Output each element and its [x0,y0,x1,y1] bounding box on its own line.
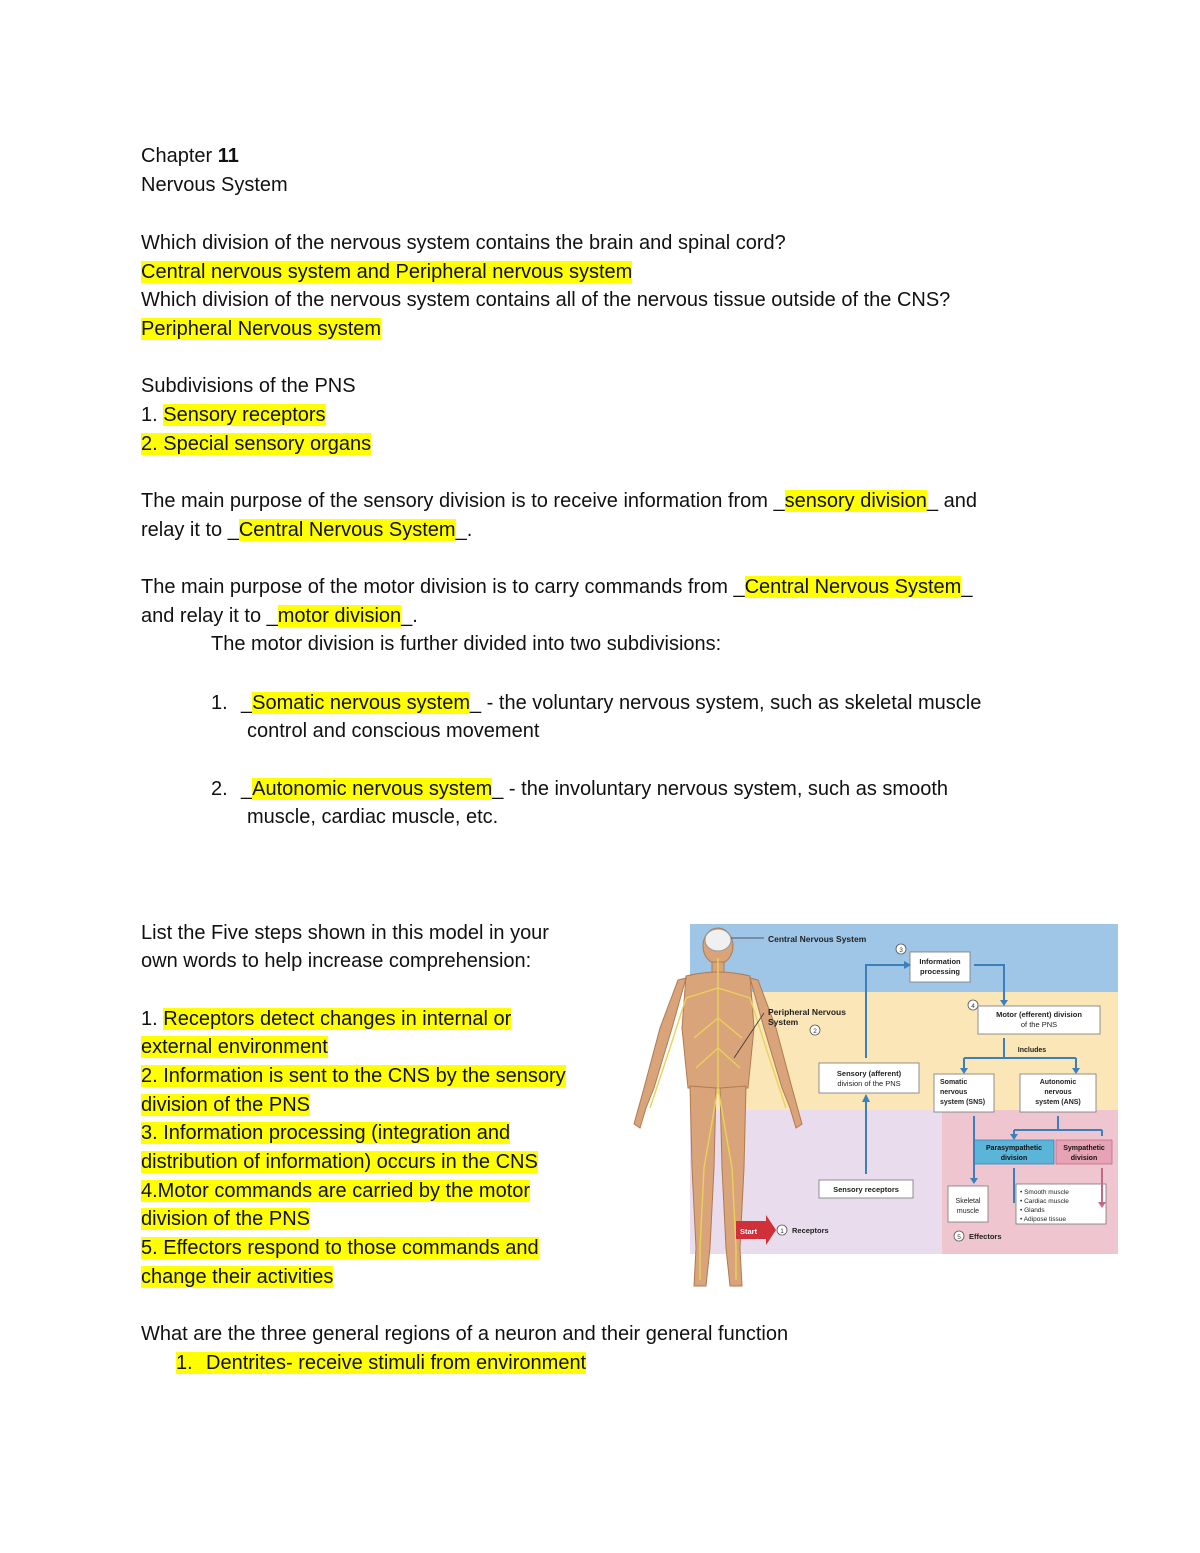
pns-item-text: Sensory receptors [163,404,326,426]
steps-prompt-1: List the Five steps shown in this model in your [141,922,549,944]
effector-target-4: • Adipose tissue [1020,1216,1066,1223]
list-number: 2. [211,778,228,800]
step-text: distribution of information) occurs in the CNS [141,1151,538,1173]
step-line [141,1033,328,1062]
chapter-word: Chapter [141,145,213,167]
step-number: 1. [141,1008,158,1030]
brain-icon [705,929,731,951]
chapter-heading [141,142,239,171]
pns-item-text: Special sensory organs [163,433,372,455]
step-line [141,1263,333,1292]
step-line [141,1091,310,1120]
answer-1: Central nervous system and Peripheral nervous system [141,261,633,283]
motor-text: The main purpose of the motor division is to carry commands from _ [141,576,745,598]
effector-target-3: • Glands [1020,1207,1045,1214]
includes-label: Includes [1017,1047,1047,1054]
skeletal-label-2: muscle [956,1208,980,1215]
step-text: 5. Effectors respond to those commands and [141,1237,539,1259]
step-line [141,1062,566,1091]
sensory-blank-1: sensory division [784,490,927,512]
sensory-line-2 [141,516,472,545]
receptors-label: Receptors [792,1226,829,1235]
sensory-receptors-label: Sensory receptors [833,1185,899,1194]
sympathetic-label-1: Sympathetic [1063,1145,1105,1152]
step-line [141,1148,538,1177]
effector-target-1: • Smooth muscle [1020,1189,1069,1196]
subject-title: Nervous System [141,174,288,196]
parasympathetic-label-1: Parasympathetic [985,1145,1043,1152]
step-text: 4.Motor commands are carried by the motor [141,1180,531,1202]
answer-2: Peripheral Nervous system [141,318,382,340]
pns-item-number: 2. [141,433,158,455]
step-text: change their activities [141,1266,334,1288]
somatic-desc-cont: control and conscious movement [247,720,540,742]
skeletal-label-1: Skeletal [955,1198,981,1205]
autonomic-desc-cont: muscle, cardiac muscle, etc. [247,806,499,828]
blank-post: _ [492,778,504,800]
step-4-number: 4 [971,1003,975,1010]
sensory-division-box [819,1063,919,1093]
step-text: Receptors detect changes in internal or [163,1008,512,1030]
step-3-number: 3 [899,947,903,954]
step-line [141,1234,539,1263]
sensory-division-label-2: division of the PNS [837,1079,901,1088]
somatic-term: Somatic nervous system [252,692,470,714]
motor-sub-2 [211,775,948,804]
motor-division-label-1: Motor (efferent) division [996,1010,1082,1019]
question-1: Which division of the nervous system contains the brain and spinal cord? [141,232,786,254]
motor-text: _. [401,605,418,627]
info-processing-label-2: processing [919,967,961,976]
neuron-item-1 [176,1349,586,1378]
chapter-number: 11 [217,145,239,167]
motor-line-2 [141,602,418,631]
pns-item-number: 1. [141,404,158,426]
sensory-text: _ and [926,490,977,512]
sensory-text: _. [455,519,473,541]
nervous-system-diagram [614,918,1120,1300]
step-5-number: 5 [957,1234,961,1241]
motor-blank-1: Central Nervous System [744,576,962,598]
blank-pre: _ [241,778,253,800]
step-text: 3. Information processing (integration and [141,1122,511,1144]
neuron-item-text: Dentrites- receive stimuli from environment [206,1352,587,1374]
pns-item-1 [141,401,326,430]
step-text: division of the PNS [141,1094,310,1116]
sensory-blank-2: Central Nervous System [238,519,456,541]
step-2-number: 2 [813,1028,817,1035]
step-line [141,1005,511,1034]
autonomic-label-3: system (ANS) [1035,1099,1081,1106]
pns-item-2 [141,430,371,459]
start-label: Start [740,1227,758,1236]
motor-text: and relay it to _ [141,605,278,627]
motor-text: _ [961,576,973,598]
pns-label-1: Peripheral Nervous [768,1007,846,1017]
list-number: 1. [176,1352,193,1374]
question-2: Which division of the nervous system contains all of the nervous tissue outside of the CNS? [141,289,951,311]
effectors-label: Effectors [969,1232,1002,1241]
step-line [141,1119,510,1148]
step-line [141,1205,310,1234]
autonomic-desc: - the involuntary nervous system, such as smooth [503,778,948,800]
motor-line-1 [141,573,972,602]
blank-pre: _ [241,692,253,714]
step-line [141,1177,530,1206]
motor-sub-1 [211,689,981,718]
parasympathetic-label-2: division [1000,1155,1028,1162]
sympathetic-label-2: division [1070,1155,1098,1162]
motor-division-label-2: of the PNS [1020,1020,1058,1029]
steps-prompt-2: own words to help increase comprehension: [141,950,532,972]
somatic-desc: - the voluntary nervous system, such as skeletal muscle [481,692,982,714]
autonomic-term: Autonomic nervous system [252,778,493,800]
sensory-line-1 [141,487,977,516]
autonomic-label-2: nervous [1044,1089,1072,1096]
step-text: 2. Information is sent to the CNS by the sensory [141,1065,566,1087]
effector-target-2: • Cardiac muscle [1020,1198,1069,1205]
sensory-text: relay it to _ [141,519,239,541]
somatic-label-2: nervous [940,1089,968,1096]
sensory-text: The main purpose of the sensory division is to receive information from _ [141,490,785,512]
cns-label: Central Nervous System [768,934,867,944]
step-text: external environment [141,1036,328,1058]
diagram-svg [614,918,1120,1300]
neuron-question: What are the three general regions of a neuron and their general function [141,1323,789,1345]
pns-label-2: System [768,1017,799,1027]
motor-sub-intro: The motor division is further divided into two subdivisions: [211,633,722,655]
autonomic-label-1: Autonomic [1039,1079,1077,1086]
somatic-label-3: system (SNS) [940,1099,986,1106]
step-text: division of the PNS [141,1208,310,1230]
step-1-number: 1 [780,1228,784,1235]
somatic-label-1: Somatic [940,1079,968,1086]
info-processing-label-1: Information [919,957,961,966]
pns-heading: Subdivisions of the PNS [141,375,356,397]
list-number: 1. [211,692,228,714]
sensory-division-label-1: Sensory (afferent) [836,1069,902,1078]
motor-blank-2: motor division [277,605,402,627]
blank-post: _ [469,692,482,714]
